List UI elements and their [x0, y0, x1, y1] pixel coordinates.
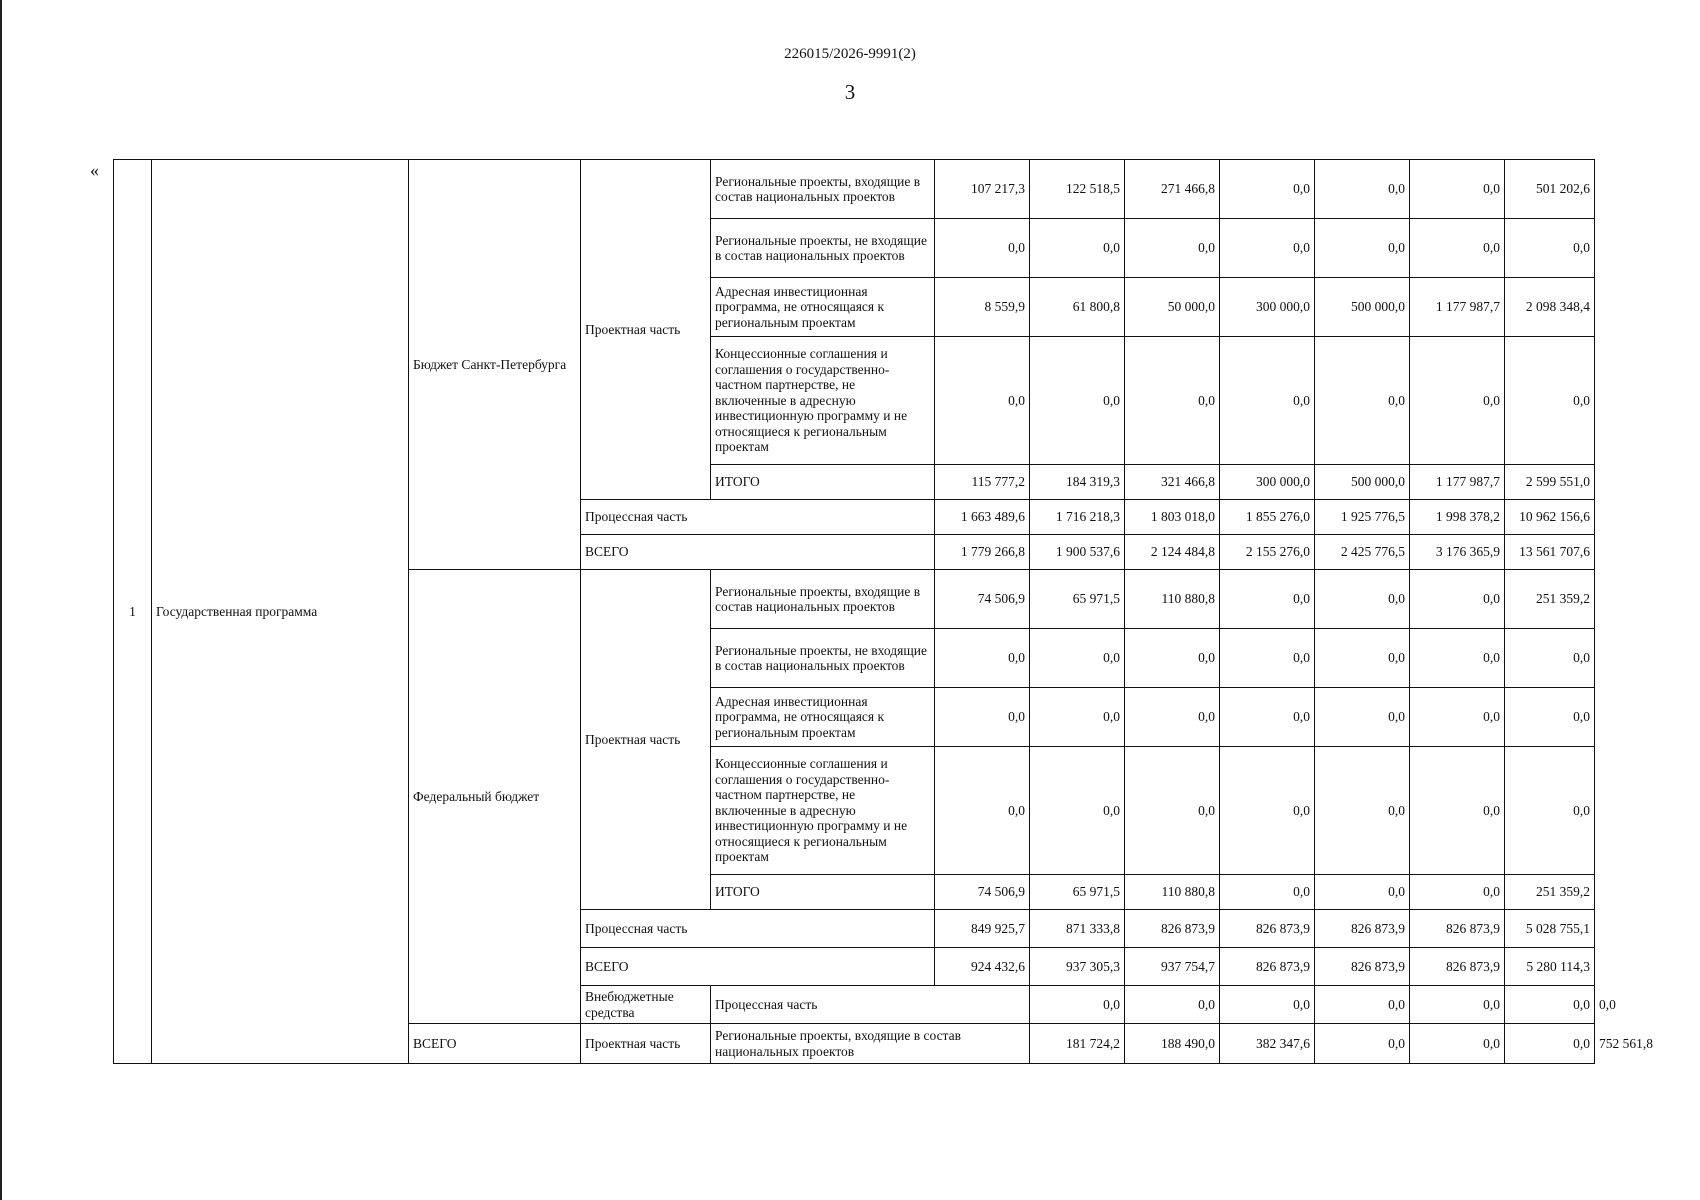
- value-cell: 3 176 365,9: [1410, 535, 1505, 570]
- value-cell: 0,0: [1220, 337, 1315, 465]
- value-cell: 826 873,9: [1410, 910, 1505, 948]
- value-cell: 110 880,8: [1125, 875, 1220, 910]
- value-cell: 13 561 707,6: [1505, 535, 1595, 570]
- value-cell: 0,0: [1125, 337, 1220, 465]
- type-cell: Адресная инвестиционная программа, не относящаяся к региональным проектам: [711, 278, 935, 337]
- value-cell: 0,0: [935, 688, 1030, 747]
- value-cell: 0,0: [1220, 570, 1315, 629]
- project-part-cell: Проектная часть: [581, 570, 711, 910]
- value-cell: 0,0: [1410, 629, 1505, 688]
- value-cell: 826 873,9: [1315, 910, 1410, 948]
- table-row: [114, 160, 1595, 219]
- itogo-cell: ИТОГО: [711, 465, 935, 500]
- process-part-cell: Процессная часть: [581, 500, 935, 535]
- value-cell: 184 319,3: [1030, 465, 1125, 500]
- value-cell: 0,0: [1315, 629, 1410, 688]
- value-cell: 0,0: [1125, 219, 1220, 278]
- value-cell: 0,0: [1505, 986, 1595, 1024]
- value-cell: 61 800,8: [1030, 278, 1125, 337]
- value-cell: 0,0: [935, 219, 1030, 278]
- value-cell: 0,0: [1315, 219, 1410, 278]
- value-cell: 10 962 156,6: [1505, 500, 1595, 535]
- value-cell: 2 599 551,0: [1505, 465, 1595, 500]
- value-cell: 107 217,3: [935, 160, 1030, 219]
- value-cell: 110 880,8: [1125, 570, 1220, 629]
- value-cell: 0,0: [1125, 629, 1220, 688]
- value-cell: 1 663 489,6: [935, 500, 1030, 535]
- value-cell: 0,0: [1220, 160, 1315, 219]
- value-cell: 8 559,9: [935, 278, 1030, 337]
- value-cell: 0,0: [1030, 337, 1125, 465]
- value-cell: 0,0: [1410, 570, 1505, 629]
- value-cell: 382 347,6: [1220, 1024, 1315, 1064]
- value-cell: 0,0: [935, 337, 1030, 465]
- value-cell: 1 925 776,5: [1315, 500, 1410, 535]
- value-cell: 0,0: [1410, 160, 1505, 219]
- value-cell: 0,0: [935, 747, 1030, 875]
- type-cell: Адресная инвестиционная программа, не относящаяся к региональным проектам: [711, 688, 935, 747]
- itogo-cell: ИТОГО: [711, 875, 935, 910]
- row-number-cell: 1: [114, 160, 152, 1064]
- value-cell: 2 124 484,8: [1125, 535, 1220, 570]
- value-cell: 74 506,9: [935, 570, 1030, 629]
- value-cell: 0,0: [1505, 219, 1595, 278]
- value-cell: 0,0: [1505, 629, 1595, 688]
- value-cell: 0,0: [1410, 688, 1505, 747]
- value-cell: 0,0: [1315, 875, 1410, 910]
- offbudget-cell: Внебюджетные средства: [581, 986, 711, 1024]
- table-row: ВСЕГО Проектная часть Региональные проекты, входящие в состав национальных проектов 181 724,2 188 490,0 382 347,6 0,0 0,0 0,0 752 561,8: [114, 1024, 1595, 1064]
- value-cell: 0,0: [1030, 688, 1125, 747]
- value-cell: 122 518,5: [1030, 160, 1125, 219]
- budget-spb-cell: Бюджет Санкт-Петербурга: [409, 160, 581, 570]
- value-cell: 826 873,9: [1220, 948, 1315, 986]
- value-cell: 0,0: [1220, 747, 1315, 875]
- type-cell: Концессионные соглашения и соглашения о государственно-частном партнерстве, не включенные в адресную инвестиционную программу и не относящиеся к региональным проектам: [711, 747, 935, 875]
- value-cell: 0,0: [1410, 986, 1505, 1024]
- value-cell: 50 000,0: [1125, 278, 1220, 337]
- program-name-cell: Государственная программа: [152, 160, 409, 1064]
- value-cell: 0,0: [1220, 219, 1315, 278]
- value-cell: 65 971,5: [1030, 570, 1125, 629]
- document-number: 226015/2026-9991(2): [784, 46, 916, 62]
- value-cell: 1 177 987,7: [1410, 278, 1505, 337]
- value-cell: 0,0: [1410, 747, 1505, 875]
- value-cell: 0,0: [1410, 337, 1505, 465]
- value-cell: 1 716 218,3: [1030, 500, 1125, 535]
- process-part-cell: Процессная часть: [711, 986, 1030, 1024]
- value-cell: 0,0: [1410, 219, 1505, 278]
- process-part-cell: Процессная часть: [581, 910, 935, 948]
- value-cell: 500 000,0: [1315, 278, 1410, 337]
- page-number: 3: [844, 80, 856, 104]
- value-cell: 0,0: [1315, 688, 1410, 747]
- value-cell: 0,0: [1315, 570, 1410, 629]
- value-cell: 0,0: [1220, 629, 1315, 688]
- value-cell: 1 177 987,7: [1410, 465, 1505, 500]
- value-cell: 0,0: [1030, 219, 1125, 278]
- type-cell: Региональные проекты, не входящие в состав национальных проектов: [711, 219, 935, 278]
- value-cell: 0,0: [1220, 986, 1315, 1024]
- value-cell: 1 900 537,6: [1030, 535, 1125, 570]
- value-cell: 0,0: [1125, 688, 1220, 747]
- value-cell: 937 754,7: [1125, 948, 1220, 986]
- value-cell: 2 425 776,5: [1315, 535, 1410, 570]
- value-cell: 5 280 114,3: [1505, 948, 1595, 986]
- value-cell: 849 925,7: [935, 910, 1030, 948]
- value-cell: 0,0: [1315, 1024, 1410, 1064]
- type-cell: Региональные проекты, входящие в состав национальных проектов: [711, 160, 935, 219]
- project-part-cell: Проектная часть: [581, 160, 711, 500]
- value-cell: 0,0: [1220, 875, 1315, 910]
- value-cell: 5 028 755,1: [1505, 910, 1595, 948]
- value-cell: 0,0: [1505, 747, 1595, 875]
- value-cell: 1 803 018,0: [1125, 500, 1220, 535]
- vsego-project-cell: Проектная часть: [581, 1024, 711, 1064]
- value-cell: 2 098 348,4: [1505, 278, 1595, 337]
- value-cell: 871 333,8: [1030, 910, 1125, 948]
- value-cell: 65 971,5: [1030, 875, 1125, 910]
- vsego-type-cell: Региональные проекты, входящие в состав национальных проектов: [711, 1024, 1030, 1064]
- value-cell: 188 490,0: [1125, 1024, 1220, 1064]
- total-cell: ВСЕГО: [581, 948, 935, 986]
- value-cell: 0,0: [1315, 986, 1410, 1024]
- value-cell: 0,0: [1505, 688, 1595, 747]
- value-cell: 300 000,0: [1220, 465, 1315, 500]
- value-cell: 321 466,8: [1125, 465, 1220, 500]
- value-cell: 924 432,6: [935, 948, 1030, 986]
- value-cell: 0,0: [1505, 1024, 1595, 1064]
- value-cell: 0,0: [1315, 747, 1410, 875]
- total-cell: ВСЕГО: [581, 535, 935, 570]
- value-cell: 2 155 276,0: [1220, 535, 1315, 570]
- value-cell: 251 359,2: [1505, 875, 1595, 910]
- value-cell: 826 873,9: [1315, 948, 1410, 986]
- value-cell: 0,0: [1030, 747, 1125, 875]
- value-cell: 500 000,0: [1315, 465, 1410, 500]
- value-cell: 0,0: [1220, 688, 1315, 747]
- type-cell: Региональные проекты, не входящие в состав национальных проектов: [711, 629, 935, 688]
- value-cell: 501 202,6: [1505, 160, 1595, 219]
- value-cell: 0,0: [1505, 337, 1595, 465]
- vsego-block-cell: ВСЕГО: [409, 1024, 581, 1064]
- value-cell: 0,0: [1125, 747, 1220, 875]
- value-cell: 181 724,2: [1030, 1024, 1125, 1064]
- federal-budget-cell: Федеральный бюджет: [409, 570, 581, 1024]
- budget-table: [113, 159, 1653, 1064]
- value-cell: 74 506,9: [935, 875, 1030, 910]
- value-cell: 0,0: [1410, 875, 1505, 910]
- left-edge-line: [0, 0, 2, 1200]
- table-row: Внебюджетные средства Процессная часть 0,0 0,0 0,0 0,0 0,0 0,0 0,0: [114, 986, 1595, 1024]
- type-cell: Региональные проекты, входящие в состав национальных проектов: [711, 570, 935, 629]
- value-cell: 0,0: [1030, 629, 1125, 688]
- value-cell: 937 305,3: [1030, 948, 1125, 986]
- value-cell: 0,0: [1410, 1024, 1505, 1064]
- value-cell: 1 855 276,0: [1220, 500, 1315, 535]
- value-cell: 0,0: [1315, 337, 1410, 465]
- value-cell: 115 777,2: [935, 465, 1030, 500]
- value-cell: 0,0: [1030, 986, 1125, 1024]
- value-cell: 0,0: [935, 629, 1030, 688]
- value-cell: 1 998 378,2: [1410, 500, 1505, 535]
- value-cell: 0,0: [1125, 986, 1220, 1024]
- value-cell: 826 873,9: [1125, 910, 1220, 948]
- value-cell: 271 466,8: [1125, 160, 1220, 219]
- value-cell: 251 359,2: [1505, 570, 1595, 629]
- value-cell: 300 000,0: [1220, 278, 1315, 337]
- quote-mark: «: [90, 160, 99, 180]
- type-cell: Концессионные соглашения и соглашения о государственно-частном партнерстве, не включенные в адресную инвестиционную программу и не относящиеся к региональным проектам: [711, 337, 935, 465]
- value-cell: 0,0: [1315, 160, 1410, 219]
- value-cell: 1 779 266,8: [935, 535, 1030, 570]
- value-cell: 826 873,9: [1220, 910, 1315, 948]
- value-cell: 826 873,9: [1410, 948, 1505, 986]
